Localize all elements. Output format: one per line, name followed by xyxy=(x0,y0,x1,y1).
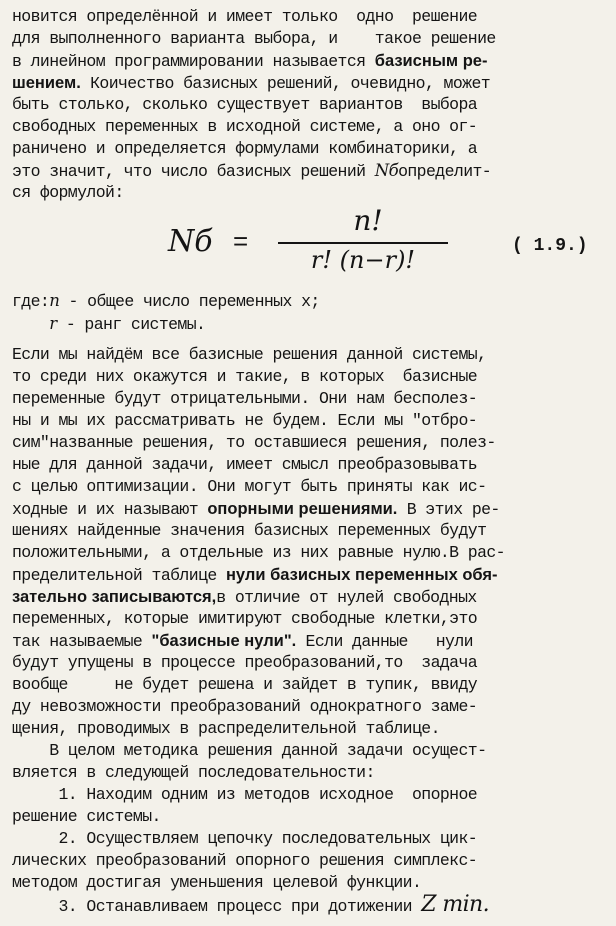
text-line xyxy=(12,586,608,609)
text-line xyxy=(12,290,608,313)
handwritten-symbol: n xyxy=(49,291,60,310)
text-span: Если данные нули xyxy=(296,632,473,651)
formula-1-9 xyxy=(0,200,616,280)
text-line xyxy=(12,498,608,521)
formula-lhs: Nб xyxy=(168,224,213,259)
text-span: определит- xyxy=(398,162,492,181)
text-line: раничено и определяется формулами комбинаторики, а xyxy=(12,139,478,158)
text-span: это значит, что число базисных решений xyxy=(12,162,375,181)
text-span: так называемые xyxy=(12,632,152,651)
text-line: быть столько, сколько существует вариантов выбора xyxy=(12,95,478,114)
text-span: ходные и их называют xyxy=(12,500,208,519)
text-line: ся формулой: xyxy=(12,183,124,202)
text-span: Коичество базисных решений, очевидно, может xyxy=(80,74,491,93)
text-line: методом достигая уменьшения целевой функции. xyxy=(12,873,422,892)
text-span: в линейном программировании называется xyxy=(12,52,375,71)
formula-numerator: n! xyxy=(353,204,383,237)
text-line: ные для данной задачи, имеет смысл преобразовывать xyxy=(12,455,478,474)
text-line xyxy=(12,313,608,336)
text-line: будут упущены в процессе преобразований,то задача xyxy=(12,653,478,672)
text-line: лических преобразований опорного решения симплекс- xyxy=(12,851,478,870)
bold-term: нули базисных переменных обя- xyxy=(225,566,498,584)
text-line: с целью оптимизации. Они могут быть приняты как ис- xyxy=(12,477,487,496)
bold-term: зательно записываются, xyxy=(12,588,217,606)
equation-number: ( 1.9.) xyxy=(512,236,588,256)
bold-term: опорными решениями. xyxy=(207,500,398,518)
text-span: - общее число переменных x; xyxy=(59,292,320,311)
bold-term: шением. xyxy=(12,74,81,92)
text-line xyxy=(12,50,608,73)
formula-equals: = xyxy=(233,226,249,256)
text-line: 2. Осуществляем цепочку последовательных цик- xyxy=(12,829,478,848)
text-line: ны и мы их рассматривать не будем. Если мы "отбро- xyxy=(12,411,478,430)
handwritten-symbol: Z min. xyxy=(421,894,490,917)
text-line: Если мы найдём все базисные решения данной системы, xyxy=(12,345,487,364)
text-line: 1. Находим одним из методов исходное опорное xyxy=(12,785,478,804)
text-line xyxy=(12,564,608,587)
text-line: то среди них окажутся и такие, в которых базисные xyxy=(12,367,478,386)
bold-term: базисным ре- xyxy=(374,52,488,70)
text-line: положительными, а отдельные из них равные нулю.В рас- xyxy=(12,543,505,562)
text-line: вляется в следующей последовательности: xyxy=(12,763,375,782)
text-line: сим"названные решения, то оставшиеся решения, полез- xyxy=(12,433,496,452)
handwritten-symbol: Nб xyxy=(374,161,399,180)
text-line: переменные будут отрицательными. Они нам бесполез- xyxy=(12,389,478,408)
text-span: В этих ре- xyxy=(397,500,500,519)
text-line: В целом методика решения данной задачи осущест- xyxy=(12,741,487,760)
text-line xyxy=(12,894,608,918)
text-line: решение системы. xyxy=(12,807,161,826)
text-line: для выполненного варианта выбора, и такое решение xyxy=(12,29,496,48)
text-span xyxy=(12,315,49,334)
text-span: пределительной таблице xyxy=(12,566,226,585)
text-line: переменных, которые имитируют свободные клетки,это xyxy=(12,609,478,628)
text-line: вообще не будет решена и зайдет в тупик, ввиду xyxy=(12,675,478,694)
text-line: щения, проводимых в распределительной таблице. xyxy=(12,719,440,738)
text-line xyxy=(12,630,608,653)
text-line xyxy=(12,160,608,183)
text-span: где: xyxy=(12,292,50,311)
handwritten-symbol: r xyxy=(49,314,57,333)
bold-term: "базисные нули". xyxy=(151,632,297,650)
text-line: ду невозможности преобразований однократного заме- xyxy=(12,697,478,716)
text-span: 3. Останавливаем процесс при дотижении xyxy=(12,897,422,916)
text-line: шениях найденные значения базисных переменных будут xyxy=(12,521,487,540)
text-line xyxy=(12,72,608,95)
text-span: - ранг системы. xyxy=(56,315,206,334)
formula-denominator: r! (n−r)! xyxy=(310,246,416,274)
text-line: свободных переменных в исходной системе, а оно ог- xyxy=(12,117,478,136)
fraction-bar xyxy=(278,242,448,244)
text-span: в отличие от нулей свободных xyxy=(216,588,477,607)
text-line: новится определённой и имеет только одно решение xyxy=(12,7,478,26)
